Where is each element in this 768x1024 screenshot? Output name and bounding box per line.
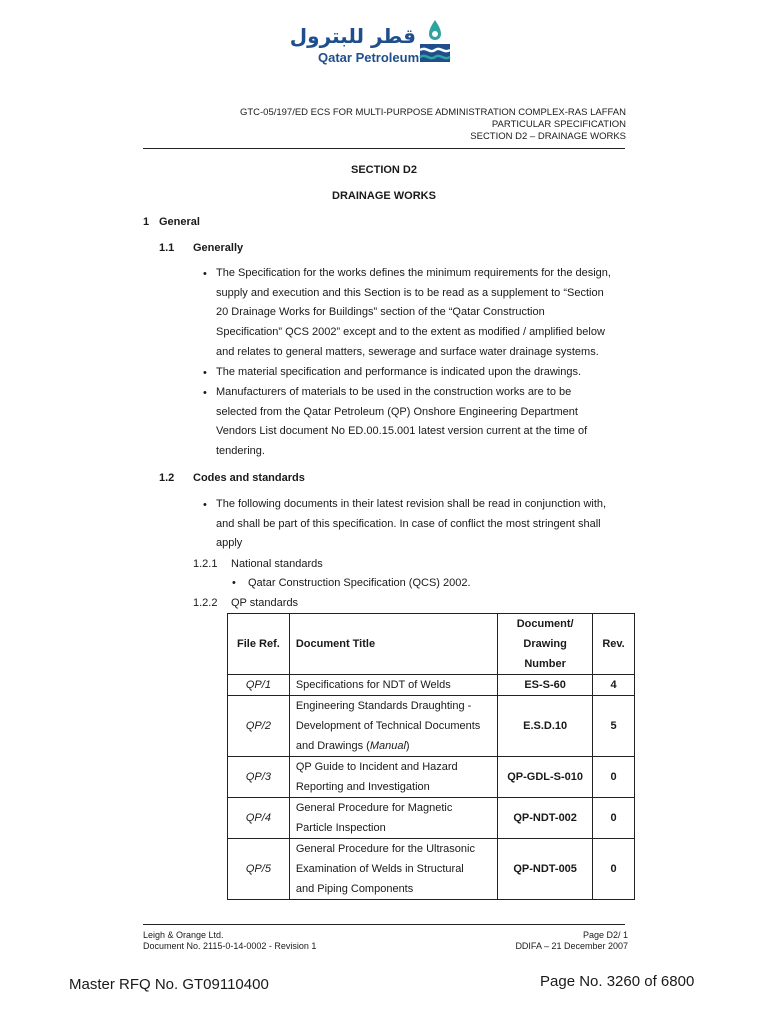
cell-file-ref: QP/5 xyxy=(228,839,290,900)
paragraph-line: tendering. xyxy=(216,445,265,458)
title-text: ) xyxy=(405,740,410,752)
paragraph-line: supply and execution and this Section is to be read as a supplement to “Section xyxy=(216,286,604,299)
col-header-document-title: Document Title xyxy=(289,614,497,675)
footer-left xyxy=(143,930,316,951)
cell-file-ref: QP/3 xyxy=(228,757,290,798)
header-rule xyxy=(143,148,625,149)
paragraph-line: Specification” QCS 2002” except and to the extent as modified / amplified below xyxy=(216,326,605,339)
subheading-1-2-1-label: National standards xyxy=(231,558,323,570)
bullet-marker: • xyxy=(203,387,207,399)
cell-title xyxy=(289,798,497,839)
table-row xyxy=(228,696,635,757)
title-italic: Manual xyxy=(369,740,406,752)
cell-doc-number: E.S.D.10 xyxy=(498,696,593,757)
heading-1-1-num: 1.1 xyxy=(159,242,175,254)
paragraph-line: The material specification and performance is indicated upon the drawings. xyxy=(216,366,582,378)
title-line: and Piping Components xyxy=(295,883,414,895)
col-header-rev: Rev. xyxy=(593,614,635,675)
paragraph-line: selected from the Qatar Petroleum (QP) Onshore Engineering Department xyxy=(216,405,578,418)
heading-1-1-label: Generally xyxy=(193,242,244,254)
title-line: Development of Technical Documents xyxy=(295,720,481,732)
table-row xyxy=(228,675,635,696)
header-line: Drawing xyxy=(523,638,567,650)
table-row xyxy=(228,798,635,839)
title-line: General Procedure for Magnetic xyxy=(295,802,453,814)
logo-arabic-text: قطر للبترول xyxy=(289,24,416,48)
header-line: Number xyxy=(524,658,566,670)
overall-page-number: Page No. 3260 of 6800 xyxy=(540,973,695,990)
qp-standards-table xyxy=(227,613,635,900)
title-line: Engineering Standards Draughting - xyxy=(295,700,472,712)
bullet-marker: • xyxy=(203,499,207,511)
paragraph-line: and relates to general matters, sewerage and surface water drainage systems. xyxy=(216,345,599,358)
cell-title xyxy=(289,757,497,798)
subheading-1-2-2-num: 1.2.2 xyxy=(193,597,218,609)
bullet-marker: • xyxy=(203,367,207,379)
table-header-row xyxy=(228,614,635,675)
col-header-file-ref: File Ref. xyxy=(228,614,290,675)
paragraph-line: Vendors List document No ED.00.15.001 latest version current at the time of xyxy=(216,425,588,438)
footer-rule xyxy=(143,924,625,925)
header-line-1: GTC-05/197/ED ECS FOR MULTI-PURPOSE ADMINISTRATION COMPLEX-RAS LAFFAN xyxy=(239,107,626,118)
cell-doc-number: QP-GDL-S-010 xyxy=(498,757,593,798)
subheading-1-2-1-num: 1.2.1 xyxy=(193,558,218,570)
footer-company: Leigh & Orange Ltd. xyxy=(143,930,224,940)
title-line: Examination of Welds in Structural xyxy=(295,863,464,875)
bullet-paragraph-2 xyxy=(216,363,626,383)
footer-right xyxy=(515,930,628,951)
national-standard-item: Qatar Construction Specification (QCS) 2002. xyxy=(248,577,471,589)
title-text: and Drawings ( xyxy=(295,740,370,752)
cell-doc-number: QP-NDT-005 xyxy=(498,839,593,900)
heading-1-num: 1 xyxy=(143,216,150,228)
logo-emblem-icon xyxy=(418,18,452,64)
cell-doc-number: QP-NDT-002 xyxy=(498,798,593,839)
cell-doc-number: ES-S-60 xyxy=(498,675,593,696)
header-line-3: SECTION D2 – DRAINAGE WORKS xyxy=(470,131,626,142)
cell-rev: 0 xyxy=(593,757,635,798)
footer-page: Page D2/ 1 xyxy=(582,930,628,940)
title-line: Specifications for NDT of Welds xyxy=(295,679,451,691)
cell-title xyxy=(289,839,497,900)
master-rfq-number: Master RFQ No. GT09110400 xyxy=(69,976,269,993)
qatar-petroleum-logo xyxy=(289,16,452,66)
cell-rev: 5 xyxy=(593,696,635,757)
section-name: DRAINAGE WORKS xyxy=(332,190,436,202)
table-row xyxy=(228,757,635,798)
cell-file-ref: QP/4 xyxy=(228,798,290,839)
title-line: Particle Inspection xyxy=(295,822,386,834)
bullet-paragraph-4 xyxy=(216,495,626,554)
bullet-marker: • xyxy=(232,577,236,589)
col-header-document-number xyxy=(498,614,593,675)
cell-file-ref: QP/1 xyxy=(228,675,290,696)
heading-1-2-num: 1.2 xyxy=(159,472,175,484)
paragraph-line: 20 Drainage Works for Buildings” section of the “Qatar Construction xyxy=(216,306,545,319)
bullet-paragraph-1 xyxy=(216,264,626,363)
paragraph-line: The Specification for the works defines the minimum requirements for the design, xyxy=(216,267,611,279)
paragraph-line: apply xyxy=(216,537,243,550)
cell-title xyxy=(289,675,497,696)
footer-document-number: Document No. 2115-0-14-0002 - Revision 1 xyxy=(143,940,317,951)
paragraph-line: The following documents in their latest revision shall be read in conjunction with, xyxy=(216,498,607,510)
header-line: Document/ xyxy=(516,618,574,630)
bullet-paragraph-3 xyxy=(216,383,626,462)
heading-1-label: General xyxy=(159,216,200,228)
section-title: SECTION D2 xyxy=(350,164,417,176)
paragraph-line: and shall be part of this specification. In case of conflict the most stringent shall xyxy=(216,517,601,530)
cell-file-ref: QP/2 xyxy=(228,696,290,757)
logo-brand-text: Qatar Petroleum xyxy=(318,50,420,65)
title-line: General Procedure for the Ultrasonic xyxy=(295,843,475,855)
paragraph-line: Manufacturers of materials to be used in the construction works are to be xyxy=(216,386,572,398)
table-row xyxy=(228,839,635,900)
bullet-marker: • xyxy=(203,268,207,280)
cell-rev: 0 xyxy=(593,798,635,839)
title-line: QP Guide to Incident and Hazard xyxy=(295,761,458,773)
header-line-2: PARTICULAR SPECIFICATION xyxy=(491,119,626,130)
cell-rev: 4 xyxy=(593,675,635,696)
document-header xyxy=(240,107,626,143)
cell-title xyxy=(289,696,497,757)
footer-date: DDIFA – 21 December 2007 xyxy=(515,940,628,951)
title-line: Reporting and Investigation xyxy=(295,781,430,793)
heading-1-2-label: Codes and standards xyxy=(193,472,305,484)
cell-rev: 0 xyxy=(593,839,635,900)
subheading-1-2-2-label: QP standards xyxy=(231,597,299,609)
title-line xyxy=(296,736,497,756)
